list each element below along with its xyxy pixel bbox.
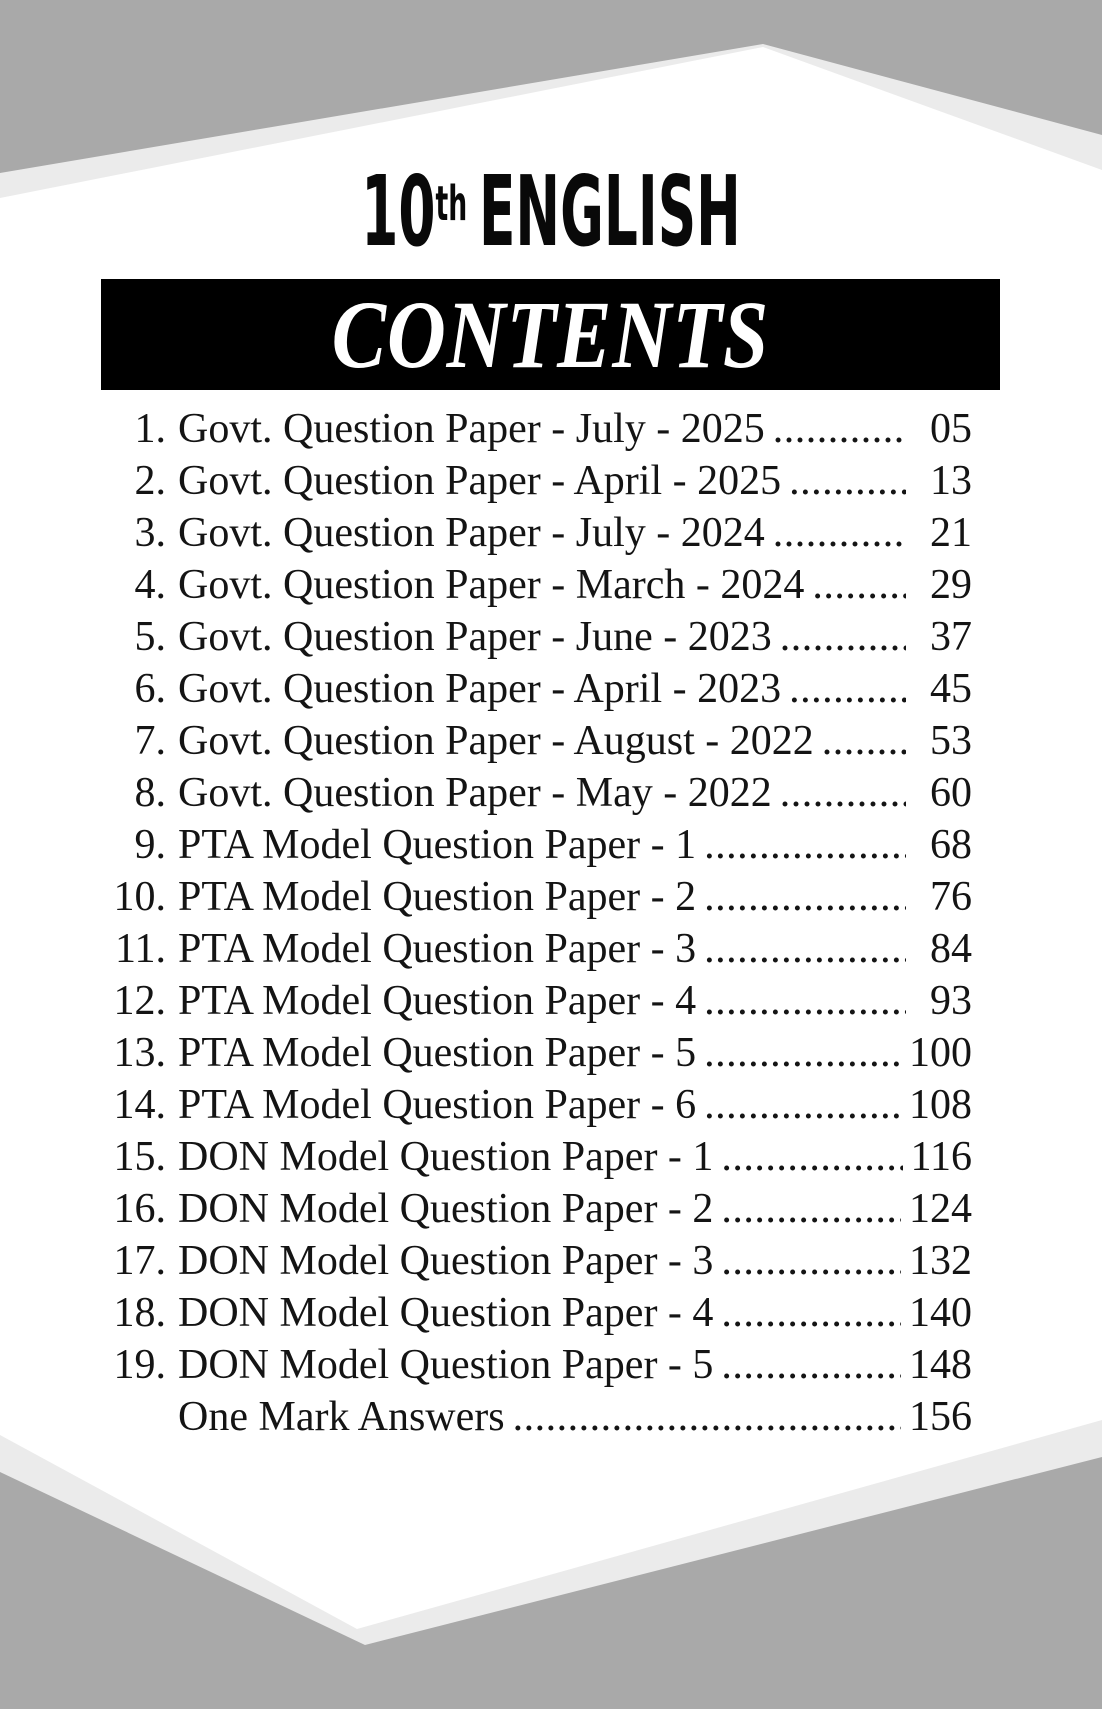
- toc-row-page: 84: [930, 926, 972, 972]
- toc-row: [112, 403, 972, 455]
- dot-leader: [780, 767, 906, 819]
- dot-leader: [704, 871, 906, 923]
- toc-row-number: 8.: [134, 770, 166, 816]
- page-title: [0, 155, 1102, 269]
- toc-list: [112, 403, 972, 1443]
- toc-row: [112, 1079, 972, 1131]
- dot-leader: [704, 1027, 901, 1079]
- toc-row-number: 10.: [113, 874, 166, 920]
- toc-row-number: 7.: [134, 718, 166, 764]
- dot-leader: [773, 403, 906, 455]
- toc-row: [112, 455, 972, 507]
- toc-row-page: 156: [909, 1394, 972, 1440]
- toc-row-page: 116: [910, 1134, 972, 1180]
- dot-leader: [721, 1183, 901, 1235]
- toc-row: [112, 819, 972, 871]
- toc-row-title: Govt. Question Paper - April - 2025: [178, 458, 782, 504]
- toc-row-page: 29: [930, 562, 972, 608]
- toc-row-page: 05: [930, 406, 972, 452]
- toc-row: [112, 611, 972, 663]
- toc-row: [112, 1235, 972, 1287]
- toc-row-title: Govt. Question Paper - August - 2022: [178, 718, 814, 764]
- toc-row: [112, 1027, 972, 1079]
- toc-row-page: 21: [930, 510, 972, 556]
- toc-row-page: 53: [930, 718, 972, 764]
- toc-row-page: 68: [930, 822, 972, 868]
- dot-leader: [789, 455, 906, 507]
- toc-row: [112, 1131, 972, 1183]
- dot-leader: [721, 1339, 901, 1391]
- grade-ordinal-suffix: th: [435, 175, 468, 232]
- toc-row-number: 6.: [134, 666, 166, 712]
- toc-row-title: Govt. Question Paper - April - 2023: [178, 666, 782, 712]
- toc-row: [112, 1339, 972, 1391]
- toc-row-title: DON Model Question Paper - 4: [178, 1290, 714, 1336]
- subject-name: ENGLISH: [478, 155, 741, 269]
- dot-leader: [812, 559, 906, 611]
- toc-row-number: 9.: [134, 822, 166, 868]
- contents-banner-title: CONTENTS: [331, 281, 770, 388]
- toc-row-title: Govt. Question Paper - July - 2025: [178, 406, 765, 452]
- toc-row-title: Govt. Question Paper - May - 2022: [178, 770, 772, 816]
- toc-row-title: DON Model Question Paper - 3: [178, 1238, 714, 1284]
- toc-row-number: 3.: [134, 510, 166, 556]
- toc-row-page: 37: [930, 614, 972, 660]
- toc-row-number: 19.: [113, 1342, 166, 1388]
- toc-row-page: 13: [930, 458, 972, 504]
- toc-row: [112, 559, 972, 611]
- toc-row: [112, 1287, 972, 1339]
- toc-row: [112, 1183, 972, 1235]
- toc-row-number: 17.: [113, 1238, 166, 1284]
- toc-row-title: DON Model Question Paper - 5: [178, 1342, 714, 1388]
- toc-row-number: 5.: [134, 614, 166, 660]
- toc-row: [112, 871, 972, 923]
- toc-row: [112, 1391, 972, 1443]
- dot-leader: [721, 1131, 902, 1183]
- dot-leader: [773, 507, 906, 559]
- toc-row-title: Govt. Question Paper - June - 2023: [178, 614, 772, 660]
- toc-row-title: Govt. Question Paper - March - 2024: [178, 562, 805, 608]
- toc-row: [112, 923, 972, 975]
- grade-number: 10: [361, 155, 436, 269]
- toc-row-page: 100: [909, 1030, 972, 1076]
- dot-leader: [822, 715, 906, 767]
- toc-row-number: 4.: [134, 562, 166, 608]
- toc-row-title: PTA Model Question Paper - 2: [178, 874, 697, 920]
- toc-row-number: 12.: [113, 978, 166, 1024]
- dot-leader: [721, 1287, 901, 1339]
- toc-row-title: DON Model Question Paper - 2: [178, 1186, 714, 1232]
- toc-row-page: 76: [930, 874, 972, 920]
- toc-row-number: 16.: [113, 1186, 166, 1232]
- dot-leader: [704, 1079, 901, 1131]
- dot-leader: [513, 1391, 901, 1443]
- toc-row-page: 124: [909, 1186, 972, 1232]
- toc-row-number: [112, 1391, 166, 1443]
- toc-row-page: 108: [909, 1082, 972, 1128]
- toc-row-number: 1.: [134, 406, 166, 452]
- dot-leader: [789, 663, 906, 715]
- toc-row-title: PTA Model Question Paper - 5: [178, 1030, 697, 1076]
- dot-leader: [704, 975, 906, 1027]
- toc-row-page: 148: [909, 1342, 972, 1388]
- page-title-text: [361, 155, 741, 269]
- toc-row-number: 15.: [113, 1134, 166, 1180]
- toc-row-title: DON Model Question Paper - 1: [178, 1134, 714, 1180]
- dot-leader: [704, 923, 906, 975]
- toc-row-number: 14.: [113, 1082, 166, 1128]
- toc-row: [112, 715, 972, 767]
- dot-leader: [780, 611, 906, 663]
- toc-row-number: 18.: [113, 1290, 166, 1336]
- toc-row-title: PTA Model Question Paper - 6: [178, 1082, 697, 1128]
- toc-row-page: 45: [930, 666, 972, 712]
- toc-row: [112, 663, 972, 715]
- toc-row-title: Govt. Question Paper - July - 2024: [178, 510, 765, 556]
- toc-row-number: 13.: [113, 1030, 166, 1076]
- toc-row-title: PTA Model Question Paper - 3: [178, 926, 697, 972]
- toc-row: [112, 767, 972, 819]
- toc-row-page: 60: [930, 770, 972, 816]
- contents-banner: [101, 279, 1000, 390]
- toc-row: [112, 975, 972, 1027]
- toc-row-title: One Mark Answers: [178, 1394, 505, 1440]
- toc-row-number: 2.: [134, 458, 166, 504]
- dot-leader: [721, 1235, 901, 1287]
- toc-row-title: PTA Model Question Paper - 1: [178, 822, 697, 868]
- toc-row-page: 93: [930, 978, 972, 1024]
- toc-row-number: 11.: [115, 926, 166, 972]
- toc-row-page: 132: [909, 1238, 972, 1284]
- toc-row: [112, 507, 972, 559]
- toc-row-page: 140: [909, 1290, 972, 1336]
- dot-leader: [704, 819, 906, 871]
- toc-row-title: PTA Model Question Paper - 4: [178, 978, 697, 1024]
